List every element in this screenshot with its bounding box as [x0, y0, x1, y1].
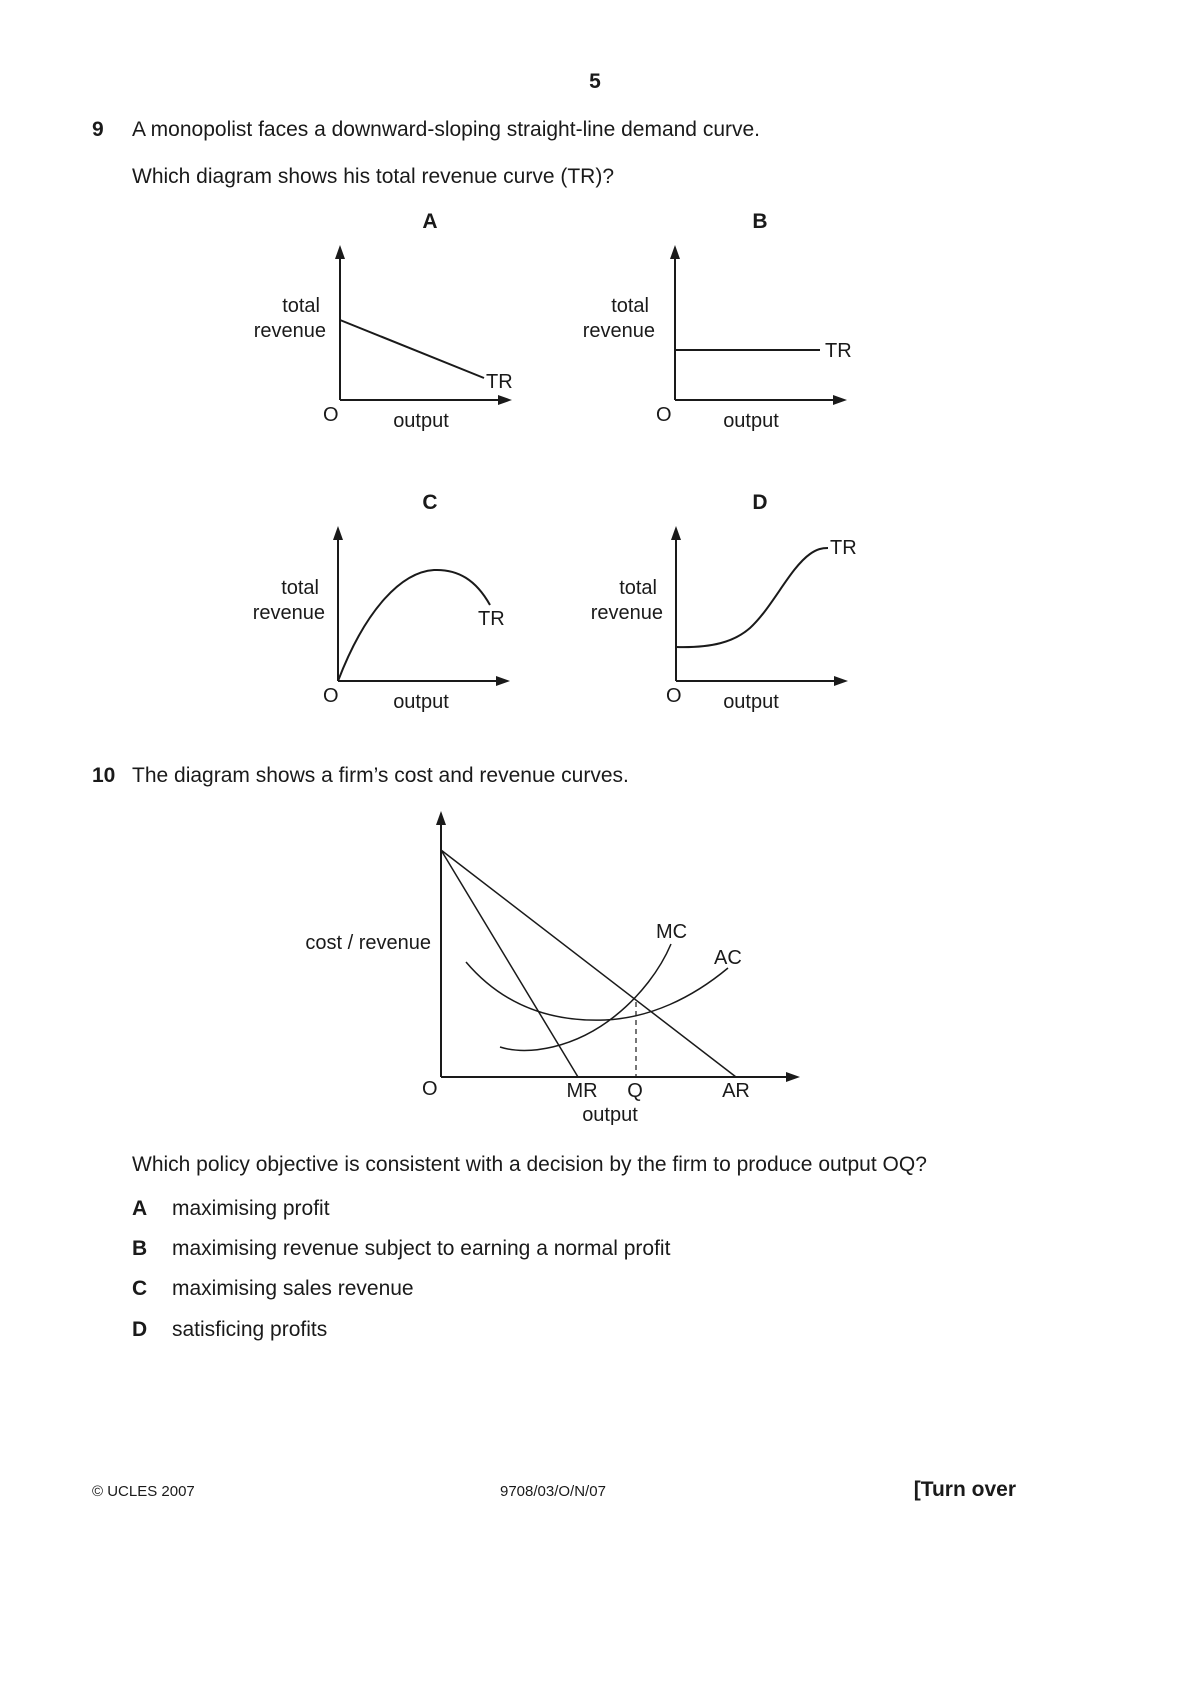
diagram-a-ylabel-1: total	[282, 295, 320, 317]
q10-ylabel: cost / revenue	[305, 932, 431, 954]
diagram-b-origin: O	[656, 404, 672, 426]
diagram-d	[591, 491, 857, 713]
mc-label: MC	[656, 921, 688, 943]
diagram-d-tr-label: TR	[830, 537, 857, 559]
diagram-d-ylabel-1: total	[619, 577, 657, 599]
option-c-letter: C	[132, 1277, 148, 1300]
mc-curve	[500, 944, 671, 1050]
option-a-text: maximising profit	[172, 1197, 330, 1220]
diagram-d-x-arrow	[834, 676, 848, 686]
footer-turn-over: [Turn over	[913, 1478, 1016, 1501]
diagram-c-xlabel: output	[393, 691, 449, 713]
question-10-number: 10	[92, 764, 116, 787]
diagram-d-xlabel: output	[723, 691, 779, 713]
diagram-c-origin: O	[323, 685, 339, 707]
option-d-letter: D	[132, 1318, 148, 1341]
q10-xlabel: output	[582, 1104, 638, 1126]
diagram-d-tr-curve	[676, 548, 828, 647]
mr-label: MR	[566, 1080, 598, 1102]
diagram-b-tr-label: TR	[825, 340, 852, 362]
diagram-c-tr-label: TR	[478, 608, 505, 630]
option-a-letter: A	[132, 1197, 148, 1220]
diagram-a-ylabel-2: revenue	[253, 320, 326, 342]
option-b-text: maximising revenue subject to earning a normal profit	[172, 1237, 671, 1260]
diagram-d-origin: O	[666, 685, 682, 707]
diagram-d-ylabel-2: revenue	[590, 602, 663, 624]
question-9-prompt: Which diagram shows his total revenue curve (TR)?	[132, 165, 615, 188]
diagram-c-x-arrow	[496, 676, 510, 686]
diagram-a	[254, 210, 513, 432]
diagram-a-tr-curve	[340, 320, 484, 378]
option-b-letter: B	[132, 1237, 148, 1260]
q10-y-arrow	[436, 811, 446, 825]
diagram-a-title: A	[422, 210, 438, 233]
question-9-number: 9	[92, 118, 104, 141]
option-d-text: satisficing profits	[172, 1318, 328, 1341]
diagram-c	[253, 491, 510, 713]
question-10-stem: The diagram shows a firm’s cost and revenue curves.	[132, 764, 629, 787]
diagram-a-y-arrow	[335, 245, 345, 259]
diagram-c-y-arrow	[333, 526, 343, 540]
option-c-text: maximising sales revenue	[172, 1277, 414, 1300]
diagram-a-origin: O	[323, 404, 339, 426]
diagram-b	[583, 210, 852, 432]
diagram-c-ylabel-2: revenue	[252, 602, 325, 624]
ar-label: AR	[722, 1080, 750, 1102]
footer-paper-code: 9708/03/O/N/07	[500, 1483, 606, 1500]
diagram-c-ylabel-1: total	[281, 577, 319, 599]
diagram-d-title: D	[752, 491, 768, 514]
diagram-b-title: B	[752, 210, 768, 233]
ar-curve	[441, 850, 736, 1077]
diagram-b-ylabel-1: total	[611, 295, 649, 317]
q10-origin: O	[422, 1078, 438, 1100]
diagram-b-ylabel-2: revenue	[582, 320, 655, 342]
diagram-a-xlabel: output	[393, 410, 449, 432]
diagram-c-title: C	[422, 491, 438, 514]
q10-x-arrow	[786, 1072, 800, 1082]
diagram-b-x-arrow	[833, 395, 847, 405]
diagram-b-y-arrow	[670, 245, 680, 259]
diagram-b-xlabel: output	[723, 410, 779, 432]
diagram-a-x-arrow	[498, 395, 512, 405]
diagram-a-tr-label: TR	[486, 371, 513, 393]
diagram-d-y-arrow	[671, 526, 681, 540]
question-10-prompt: Which policy objective is consistent with a decision by the firm to produce output OQ?	[132, 1153, 927, 1176]
footer-copyright: © UCLES 2007	[92, 1483, 195, 1500]
page-number: 5	[589, 70, 601, 93]
question-9-stem: A monopolist faces a downward-sloping straight-line demand curve.	[132, 118, 761, 141]
q-label: Q	[627, 1080, 643, 1102]
mr-curve	[441, 850, 578, 1077]
ac-label: AC	[714, 947, 742, 969]
diagram-c-tr-curve	[338, 570, 490, 681]
cost-revenue-diagram	[305, 811, 800, 1126]
